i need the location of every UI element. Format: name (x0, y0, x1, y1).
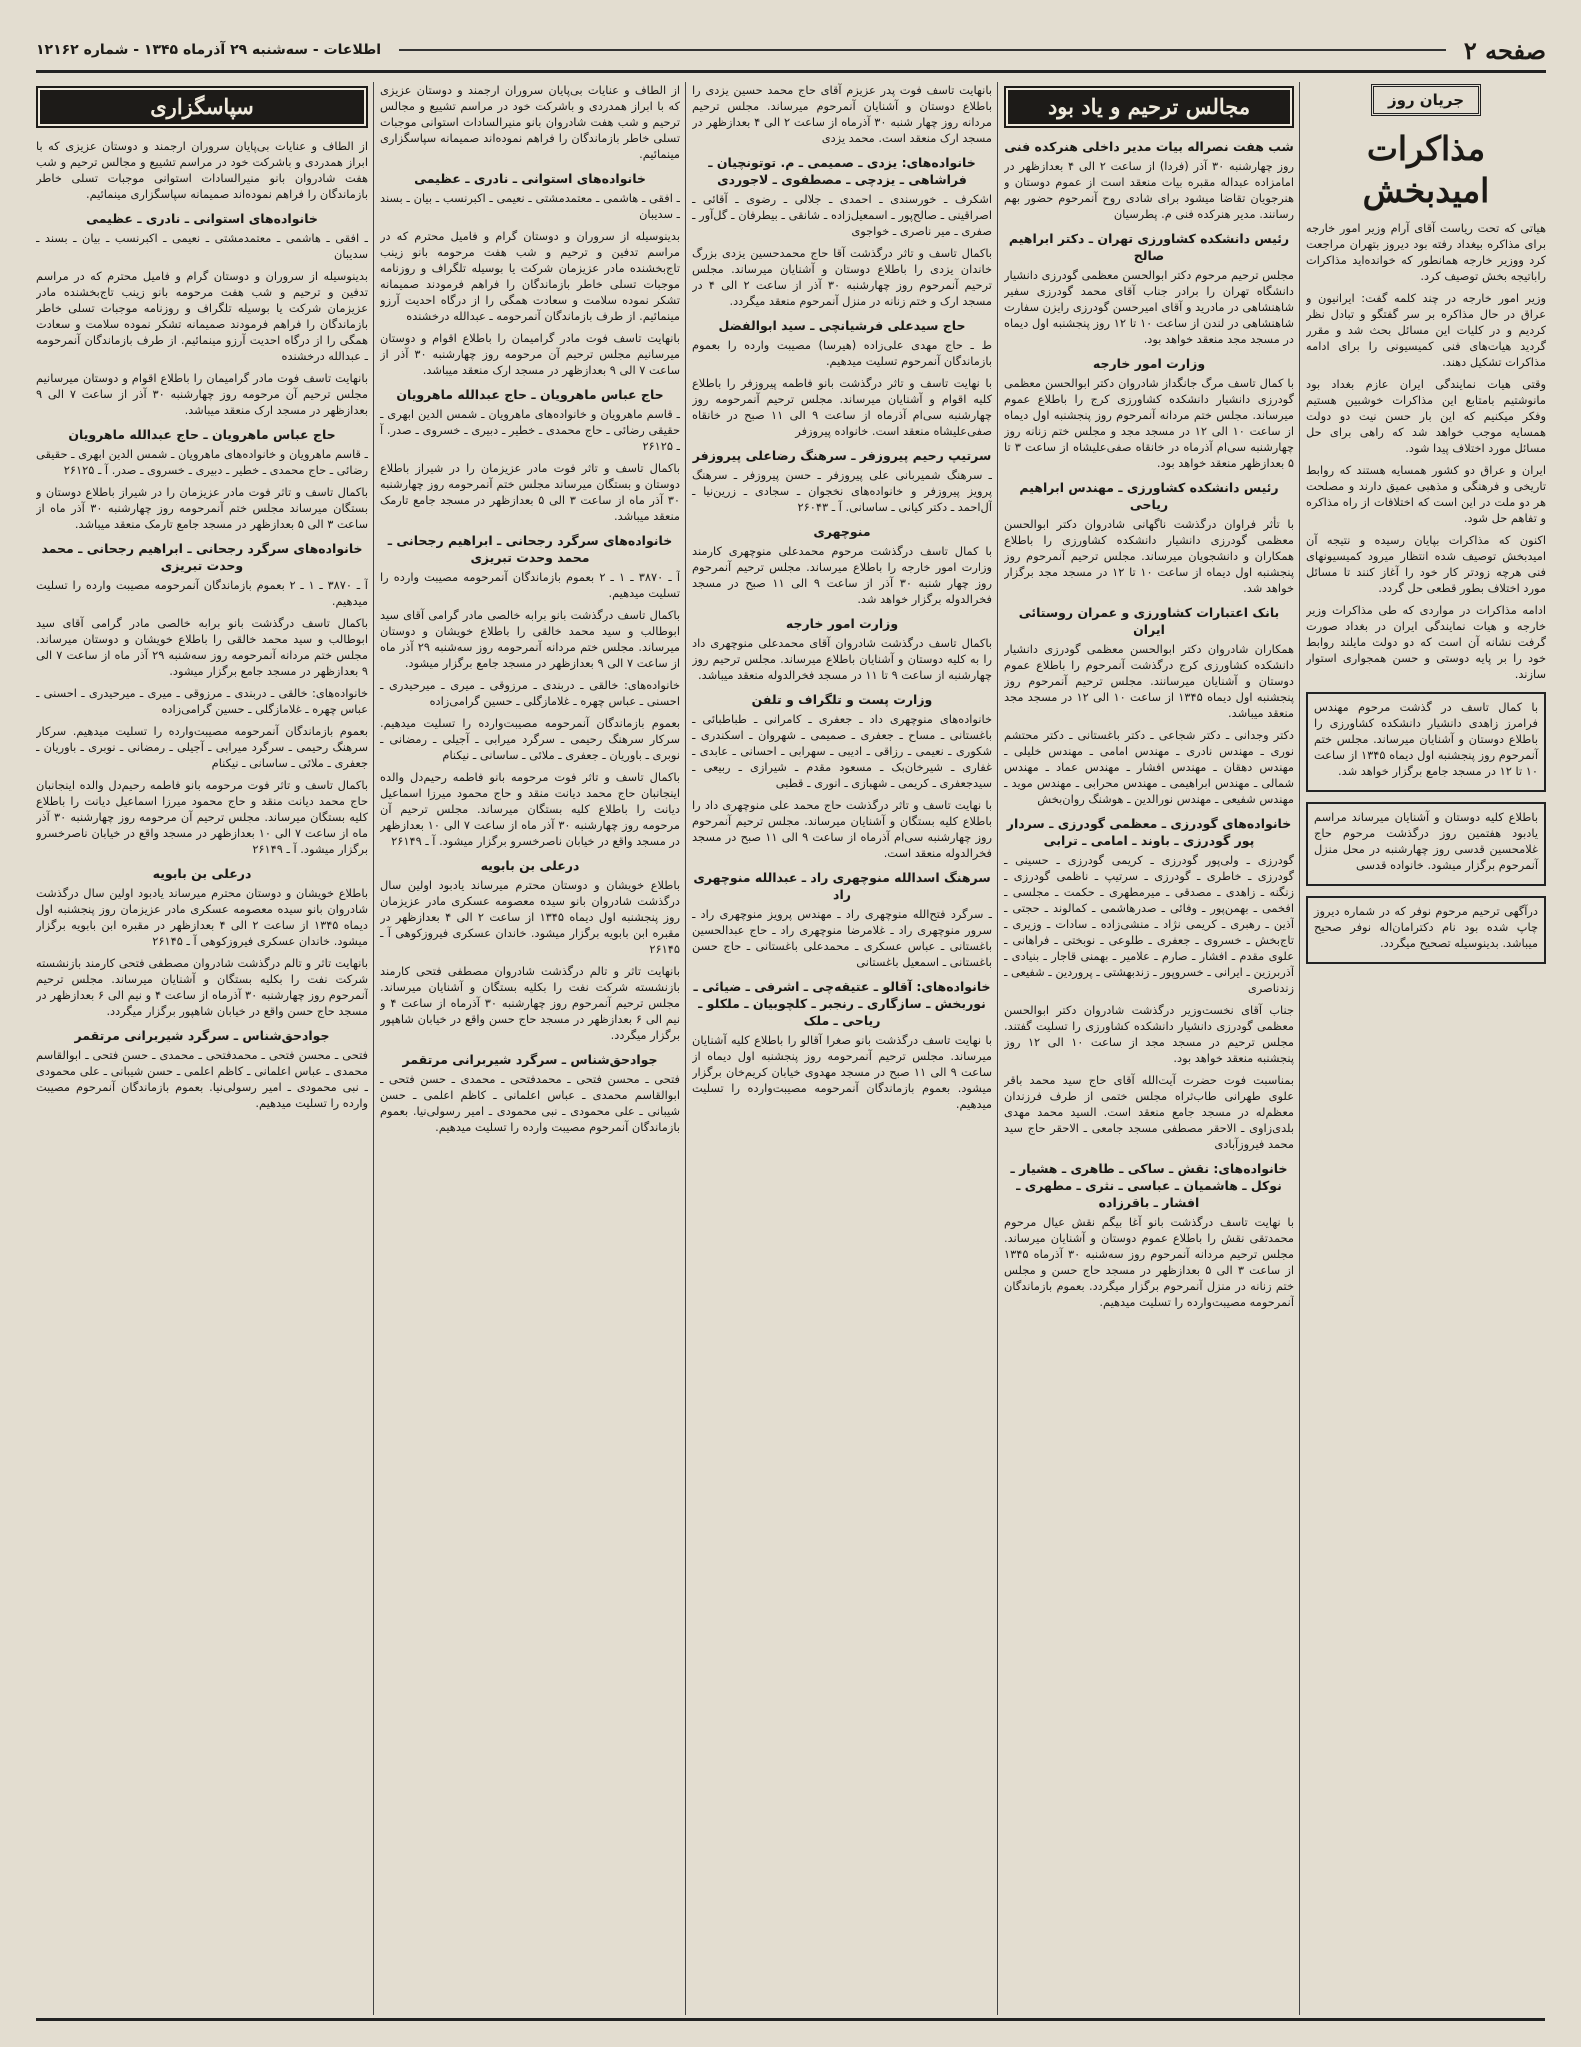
notice-body: ـ قاسم ماهرویان و خانواده‌های ماهرویان ـ شمس الدین ابهری ـ حقیقی رضائی ـ حاج محمدی ـ خطیر ـ دبیری ـ خسروی ـ صدر. آ ـ ۲۶۱۲۵ (36, 447, 368, 477)
notice-body: مجلس ترحیم مرحوم دکتر ابوالحسن معظمی گودرزی دانشیار دانشگاه تهران را برادر جناب آقای محمد گودرزی سفیر شاهنشاهی در مادرید و آقای امیرحسن گودرزی رایزن سفارت شاهنشاهی در لندن از ساعت ۱۰ تا ۱۲ روز پنجشنبه اول دیماه در مسجد مجد منعقد خواهد بود. (1004, 268, 1294, 346)
thanks-column (36, 82, 368, 2015)
notice-body: ـ قاسم ماهرویان و خانواده‌های ماهرویان ـ شمس الدین ابهری ـ حقیقی رضائی ـ حاج محمدی ـ خطیر ـ دبیری ـ خسروی ـ صدر. آ ـ ۲۶۱۲۵ (380, 407, 680, 453)
masthead-rule (399, 49, 1446, 51)
notice-body: اشکرف ـ خورسندی ـ احمدی ـ جلالی ـ رضوی ـ آقائی ـ اصراقینی ـ صالح‌پور ـ اسمعیل‌زاده ـ شانقی ـ بیطرفان ـ گل‌آور ـ صفری ـ میر ناصری ـ خواجوی (692, 192, 992, 238)
notice-body: خانواده‌های: خالقی ـ دربندی ـ مرزوقی ـ میری ـ میرحیدری ـ احسنی ـ عباس چهره ـ غلامازگلی ـ حسین گرامی‌زاده (380, 678, 680, 708)
notice-list (36, 138, 368, 1111)
notice-body: باطلاع خویشان و دوستان محترم میرساند یادبود اولین سال درگذشت شادروان بانو سیده معصومه عسکری مادر عزیزمان روز پنجشنبه اول دیماه ۱۳۴۵ از ساعت ۲ الی ۴ بعدازظهر در مقبره ابن بابویه برگزار میشود. خاندان عسکری فیروزکوهی آ ـ ۲۶۱۴۵ (380, 878, 680, 956)
notice-heading: سرتیپ رحیم پیروزفر ـ سرهنگ رضاعلی پیروزفر (692, 448, 992, 463)
notice-heading: خانواده‌های سرگرد رجحانی ـ ابراهیم رجحانی ـ محمد وحدت تبریزی (387, 533, 673, 565)
notice-body: باطلاع خویشان و دوستان محترم میرساند یادبود اولین سال درگذشت شادروان بانو سیده معصومه عسکری مادر عزیزمان روز پنجشنبه اول دیماه ۱۳۴۵ از ساعت ۲ الی ۴ بعدازظهر در مقبره ابن بابویه برگزار میشود. خاندان عسکری فیروزکوهی آ ـ ۲۶۱۴۵ (36, 886, 368, 948)
correction-box (1306, 896, 1546, 964)
notice-body: باکمال تاسف درگذشت بانو برابه خالصی مادر گرامی آقای سید ابوطالب و سید محمد خالقی را باطلاع خویشان و دوستان میرساند. مجلس ختم مردانه آنمرحومه روز سه‌شنبه ۲۹ آذر ماه از ساعت ۷ الی ۹ بعدازظهر در مسجد جامع برگزار میشود. (380, 608, 680, 670)
notice-heading: حاج سیدعلی فرشیانچی ـ سید ابوالفضل (718, 318, 966, 333)
notice-body: بدینوسیله از سروران و دوستان گرام و فامیل محترم که در مراسم تدفین و ترحیم و شب هفت مرحومه بانو زینب تاج‌بخشنده مادر عزیزمان شرکت یا بوسیله تلگراف و روزنامه موجبات تسلی خاطر بازماندگان را فراهم فرمودند صمیمانه تشکر نموده سلامت و سعادت همگی را از درگاه احدیت آرزو مینمائیم. از طرف بازماندگان آنمرحومه ـ عبدالله درخشنده (36, 269, 368, 363)
notice-body: ـ افقی ـ هاشمی ـ معتمدمشتی ـ نعیمی ـ اکبرنسب ـ بیان ـ بسند ـ سدیبان (36, 231, 368, 261)
editorial-paragraph: وقتی هیات نمایندگی ایران عازم بغداد بود مانوشتیم بامتابع این مذاکرات خوشبین هستیم وفکر میکنیم که این بار حسن نیت دو دولت همسایه موجب خواهد شد که راهی برای حل مسائل مورد اختلاف پیدا شود. (1306, 377, 1546, 455)
notice-body: بمناسبت فوت حضرت آیت‌الله آقای حاج سید محمد باقر علوی طهرانی طاب‌ثراه مجلس ختمی از طرف فرزندان معظم‌له در مسجد جامع منعقد است. السید محمد مهدی بلدی‌زاوی ـ الاحقر مصطفی مسجد جامعی ـ الاحقر حاج سید محمد فیروزآبادی (1004, 1073, 1294, 1151)
column-divider (373, 82, 374, 2015)
notice-body: گودرزی ـ ولی‌پور گودرزی ـ کریمی گودرزی ـ حسینی ـ گودرزی ـ خاطری ـ گودرزی ـ سرتیپ ـ ناظمی گودرزی ـ زنگنه ـ زاهدی ـ مصدقی ـ میرمطهری ـ حکمت ـ مجلسی ـ افخمی ـ بهمن‌پور ـ وفائی ـ صدرهاشمی ـ کمالوند ـ حجتی ـ آذین ـ رهبری ـ کریمی نژاد ـ منشی‌زاده ـ سادات ـ وزیری ـ تاج‌بخش ـ خسروی ـ جعفری ـ طلوعی ـ نوبختی ـ فراهانی ـ علوی مقدم ـ افشار ـ صارم ـ علامیر ـ بهمنی قاجار ـ بنیادی ـ آذربرزین ـ ایرانی ـ خسروپور ـ زندبهشتی ـ پروردین ـ شفیعی ـ زندناصری (1004, 853, 1294, 995)
newspaper-page (36, 30, 1546, 2015)
notice-heading: خانواده‌های: یزدی ـ صمیمی ـ م. توتونچیان ـ فراشاهی ـ یزدچی ـ مصطفوی ـ لاجوردی (708, 155, 976, 187)
notice-heading: وزارت امور خارجه (785, 616, 899, 631)
death-notice-box (1306, 692, 1546, 792)
editorial-paragraph: هیاتی که تحت ریاست آقای آرام وزیر امور خارجه برای مذاکره بیغداد رفته بود دیروز بتهران مراجعت کرد ووزیر خارجه همانطور که خوانده‌اید مذاکرات راباتیجه بخش توصیف کرد. (1306, 221, 1546, 283)
notice-body: با کمال تاسف درگذشت مرحوم محمدعلی منوچهری کارمند وزارت امور خارجه را باطلاع میرساند. مجلس ترحیم آنمرحوم روز چهار شنبه ۳۰ آذر از ساعت ۹ الی ۱۱ صبح در مسجد فخرالدوله برگزار خواهد شد. (692, 544, 992, 606)
notice-body: ـ سرگرد فتح‌الله منوچهری راد ـ مهندس پرویز منوچهری راد ـ سرور منوچهری راد ـ غلامرضا منوچهری راد ـ حاج عبدالحسین باغستانی ـ عباس عسکری ـ محمدعلی باغستانی ـ حاج حسن باغستانی ـ اسمعیل باغستانی (692, 907, 992, 969)
column-divider (1299, 82, 1300, 2015)
notice-body: باکمال تاسف و تاثر فوت مرحومه بانو فاطمه رحیم‌دل والده اینجانبان حاج محمد دیانت منقد و حاج محمود میرزا اسماعیل دیانت را باطلاع کلیه بستگان میرساند. مجلس ترحیم آن مرحومه روز چهارشنبه ۳۰ آذر ماه از ساعت ۷ الی ۱۰ بعدازظهر در مسجد واقع در خیابان ناصرخسرو برگزار میشود. آ ـ ۲۶۱۴۹ (380, 770, 680, 848)
notice-heading: رئیس دانشکده کشاورزی ـ مهندس ابراهیم ریاحی (1019, 480, 1279, 512)
notice-body: جناب آقای نخست‌وزیر درگذشت شادروان دکتر ابوالحسن معظمی گودرزی دانشیار دانشکده کشاورزی را تسلیت گفتند. مجلس ترحیم در مسجد مجد از ساعت ۱۰ الی ۱۲ روز پنجشنبه منعقد خواهد بود. (1004, 1003, 1294, 1065)
page-bottom-rule (36, 2018, 1545, 2021)
thanks-banner: سپاسگزاری (36, 86, 368, 128)
notice-body: آ ـ ۳۸۷۰ ـ ۱ ـ ۲ بعموم بازماندگان آنمرحومه مصیبت وارده را تسلیت میدهیم. (380, 570, 680, 600)
notice-heading: رئیس دانشکده کشاورزی تهران ـ دکتر ابراهیم صالح (1008, 231, 1290, 263)
notice-body: بانهایت تاثر و تالم درگذشت شادروان مصطفی فتحی کارمند بازنشسته شرکت نفت را بکلیه بستگان و آشنایان میرساند. مجلس ترحیم آنمرحوم روز چهارشنبه ۳۰ آذرماه از ساعت ۴ و نیم الی ۶ بعدازظهر در مسجد حاج حسن واقع در خیابان شاهپور برگزار میگردد. (380, 964, 680, 1042)
notice-heading: سرهنگ اسدالله منوچهری راد ـ عبدالله منوچهری راد (693, 870, 991, 902)
memorial-column-3 (380, 82, 680, 2015)
notice-heading: جوادحق‌شناس ـ سرگرد شیربرانی مرتقمر (74, 1028, 330, 1043)
column-divider (997, 82, 998, 2015)
notice-body: روز چهارشنبه ۳۰ آذر (فردا) از ساعت ۲ الی ۴ بعدازظهر در امامزاده عبداله مقبره بیات منعقد است از عموم دوستان و هنرجویان تقاضا میشود برای شادی روح آنمرحوم حضور بهم رسانند. مدیر هنرکده فنی م. پطرسیان (1004, 159, 1294, 221)
memorial-notice-box (1306, 802, 1546, 886)
notice-body: فتحی ـ محسن فتحی ـ محمدفتحی ـ محمدی ـ حسن فتحی ـ ابوالقاسم محمدی ـ عباس اعلمانی ـ کاظم اعلمی ـ حسن شیبانی ـ علی محمودی ـ نبی محمودی ـ امیر رسولی‌نیا. بعموم بازماندگان آنمرحوم مصیبت وارده را تسلیت میدهیم. (380, 1072, 680, 1134)
notice-heading: خانواده‌های گودرزی ـ معظمی گودرزی ـ سردار پور گودرزی ـ باوند ـ امامی ـ ترابی (1006, 816, 1292, 848)
notice-list (692, 82, 992, 1112)
notice-body: ـ افقی ـ هاشمی ـ معتمدمشتی ـ نعیمی ـ اکبرنسب ـ بیان ـ بسند ـ سدیبان (380, 191, 680, 221)
notice-body: خانواده‌های منوچهری داد ـ جعفری ـ کامرانی ـ طباطبائی ـ باغستانی ـ مساح ـ جعفری ـ صمیمی ـ شهروان ـ اسکندری ـ شکوری ـ نعیمی ـ رزاقی ـ ادیبی ـ سهرابی ـ احسانی ـ عابدی ـ غفاری ـ شیرخان‌بک ـ مسعود مقدم ـ شیرازی ـ ربیعی ـ سیدجعفری ـ کریمی ـ شهبازی ـ انوری ـ قطبی (692, 712, 992, 790)
death-notice: با کمال تاسف در گذشت مرحوم مهندس فرامرز زاهدی دانشیار دانشکده کشاورزی را باطلاع دوستان و آشنایان میرساند. مجلس ختم آنمرحوم روز پنجشنبه اول دیماه ۱۳۴۵ از ساعت ۱۰ تا ۱۲ در مسجد جامع برگزار خواهد شد. (1314, 700, 1538, 778)
notice-heading: خانواده‌های استوانی ـ نادری ـ عظیمی (86, 211, 318, 226)
notice-heading: وزارت امور خارجه (1092, 356, 1206, 371)
notice-body: با تأثر فراوان درگذشت ناگهانی شادروان دکتر ابوالحسن معظمی گودرزی دانشیار دانشکده کشاورزی را باطلاع همکاران و دانشجویان میرساند. مجلس ترحیم آنمرحوم روز پنجشنبه اول دیماه از ساعت ۱۰ تا ۱۲ در مسجد مجد برگزار خواهد شد. (1004, 517, 1294, 595)
memorial-column-1 (1004, 82, 1294, 2015)
notice-heading: وزارت پست و تلگراف و تلفن (751, 692, 933, 707)
notice-body: باکمال تاسف و تاثر فوت مادر عزیزمان را در شیراز باطلاع دوستان و بستگان میرساند مجلس ختم آنمرحومه روز چهارشنبه ۳۰ آذر ماه از ساعت ۳ الی ۵ بعدازظهر در مسجد جامع تارمک منعقد میباشد. (36, 485, 368, 531)
notice-body: از الطاف و عنایات بی‌پایان سروران ارجمند و دوستان عزیزی که با ابراز همدردی و باشرکت خود در مراسم تشییع و مجالس ترحیم و شب هفت شادروان بانو منیرالسادات استوانی موجبات تسلی خاطر بازماندگان را فراهم نموده‌اند صمیمانه سپاسگزاری مینمائیم. (380, 83, 680, 161)
notice-body: بانهایت تاسف فوت مادر گرامیمان را باطلاع اقوام و دوستان میرسانیم مجلس ترحیم آن مرحومه روز چهارشنبه ۳۰ آذر از ساعت ۷ الی ۹ بعدازظهر در مسجد ارک منعقد میباشد. (36, 371, 368, 417)
memorial-column-2 (692, 82, 992, 2015)
notice-heading: منوچهری (813, 524, 871, 539)
memorial-notice: باطلاع کلیه دوستان و آشنایان میرساند مراسم یادبود هفتمین روز درگذشت مرحوم حاج غلامحسین قدسی روز چهارشنبه در محل منزل آنمرحوم برگزار میشود. خانواده قدسی (1314, 810, 1538, 872)
notice-heading: حاج عباس ماهرویان ـ حاج عبدالله ماهرویان (68, 427, 336, 442)
section-banner: مجالس ترحیم و یاد بود (1004, 86, 1294, 128)
column-tag: جریان روز (1371, 84, 1481, 116)
notice-body: بعموم بازماندگان آنمرحومه مصیبت‌وارده را تسلیت میدهیم. سرکار سرهنگ رحیمی ـ سرگرد میرابی ـ آجیلی ـ رمضانی ـ نوبری ـ باوریان ـ جعفری ـ ملائی ـ ساسانی ـ نیکنام (380, 716, 680, 762)
notice-heading: خانواده‌های استوانی ـ نادری ـ عظیمی (414, 171, 646, 186)
notice-heading: درعلی بن بابویه (480, 858, 580, 873)
notice-body: ـ سرهنگ شمیربانی علی پیروزفر ـ حسن پیروزفر ـ سرهنگ پرویز پیروزفر و خانواده‌های نخجوان ـ سجادی ـ زرین‌نیا ـ آل‌احمد ـ دکتر کیانی ـ ساسانی. آ ـ ۲۶۰۴۳ (692, 468, 992, 514)
notice-body: باکمال تاسف و تاثر فوت مادر عزیزمان را در شیراز باطلاع دوستان و بستگان میرساند مجلس ختم آنمرحومه روز چهارشنبه ۳۰ آذر ماه از ساعت ۳ الی ۵ بعدازظهر در مسجد جامع تارمک منعقد میباشد. (380, 461, 680, 523)
dateline: اطلاعات - سه‌شنبه ۲۹ آذرماه ۱۳۴۵ - شماره ۱۲۱۶۲ (36, 42, 382, 58)
notice-heading: شب هفت نصراله بیات مدیر داخلی هنرکده فنی (1004, 139, 1294, 154)
notice-list (380, 82, 680, 1135)
notice-heading: خانواده‌های: آقالو ـ عتیقه‌چی ـ اشرفی ـ ضیائی ـ نوربخش ـ سازگاری ـ رنجبر ـ کلچوبیان ـ ملکلو ـ ریاحی ـ ملک (693, 979, 991, 1028)
correction-notice: درآگهی ترحیم مرحوم نوفر که در شماره دیروز چاپ شده بود نام دکترامان‌اله نوفر صحیح میباشد. بدینوسیله تصحیح میگردد. (1314, 904, 1538, 950)
notice-body: بعموم بازماندگان آنمرحومه مصیبت‌وارده را تسلیت میدهیم. سرکار سرهنگ رحیمی ـ سرگرد میرابی ـ آجیلی ـ رمضانی ـ نوبری ـ باوریان ـ جعفری ـ ملائی ـ ساسانی ـ نیکنام (36, 724, 368, 770)
notice-heading: جوادحق‌شناس ـ سرگرد شیربرانی مرتقمر (402, 1052, 658, 1067)
editorial-title: مذاکرات امیدبخش (1362, 129, 1490, 210)
notice-body: با نهایت تاسف درگذشت بانو آغا بیگم نقش عیال مرحوم محمدتقی نقش را باطلاع عموم دوستان و آشنایان میرساند. مجلس ترحیم مردانه آنمرحوم روز سه‌شنبه ۳۰ آذرماه ۱۳۴۵ از ساعت ۳ الی ۵ بعدازظهر در مسجد حاج حسن و مجلس ختم زنانه در منزل آنمرحوم برگزار میگردد. بعموم بازماندگان آنمرحومه مصیبت‌وارده را تسلیت میدهیم. (1004, 1215, 1294, 1309)
editorial-column (1306, 82, 1546, 2015)
page-label: صفحه ۲ (1463, 35, 1546, 65)
notice-body: با نهایت تاسف درگذشت بانو صغرا آقالو را باطلاع کلیه آشنایان میرساند. مجلس ترحیم آنمرحومه روز پنجشنبه اول دیماه از ساعت ۹ الی ۱۱ صبح در مسجد مهدوی خیابان کریم‌خان برگزار میشود. بعموم بازماندگان آنمرحومه مصیبت‌وارده را تسلیت میدهیم. (692, 1033, 992, 1111)
notice-heading: درعلی بن بابویه (152, 866, 252, 881)
notice-heading: خانواده‌های سرگرد رجحانی ـ ابراهیم رجحانی ـ محمد وحدت تبریزی (41, 541, 363, 573)
masthead (36, 30, 1546, 73)
notice-body: با کمال تاسف مرگ جانگداز شادروان دکتر ابوالحسن معظمی گودرزی دانشیار دانشکده کشاورزی کرج را باطلاع عموم میرساند. مجلس ختم مردانه آنمرحوم روز پنجشنبه اول دیماه از ساعت ۱۰ الی ۱۲ در مسجد مجد و مجلس ختم زنانه روز چهارشنبه سی‌ام آذرماه در خانقاه صفی‌علیشاه از ساعت ۳ تا ۵ بعدازظهر منعقد خواهد بود. (1004, 376, 1294, 470)
notice-body: همکاران شادروان دکتر ابوالحسن معظمی گودرزی دانشیار دانشکده کشاورزی کرج درگذشت آنمرحوم را باطلاع عموم دوستان و آشنایان میرسانند. مجلس ترحیم آنمرحوم روز پنجشنبه اول دیماه ۱۳۴۵ از ساعت ۱۰ الی ۱۲ در مسجد مجد منعقد میباشد. (1004, 642, 1294, 720)
notice-body: فتحی ـ محسن فتحی ـ محمدفتحی ـ محمدی ـ حسن فتحی ـ ابوالقاسم محمدی ـ عباس اعلمانی ـ کاظم اعلمی ـ حسن شیبانی ـ علی محمودی ـ نبی محمودی ـ امیر رسولی‌نیا. بعموم بازماندگان آنمرحوم مصیبت وارده را تسلیت میدهیم. (36, 1048, 368, 1110)
notice-heading: حاج عباس ماهرویان ـ حاج عبدالله ماهرویان (396, 387, 664, 402)
notice-body: دکتر وجدانی ـ دکتر شجاعی ـ دکتر باغستانی ـ دکتر محتشم نوری ـ مهندس نادری ـ مهندس امامی ـ مهندس خلیلی ـ مهندس دهقان ـ مهندس افشار ـ مهندس عماد ـ مهندس شمالی ـ مهندس ابراهیمی ـ مهندس محرابی ـ مهندس موید ـ مهندس شفیعی ـ مهندس نورالدین ـ هوشنگ روان‌بخش (1004, 728, 1294, 806)
notice-body: خانواده‌های: خالقی ـ دربندی ـ مرزوقی ـ میری ـ میرحیدری ـ احسنی ـ عباس چهره ـ غلامازگلی ـ حسین گرامی‌زاده (36, 686, 368, 716)
notice-body: با نهایت تاسف و تاثر درگذشت بانو فاطمه پیروزفر را باطلاع کلیه اقوام و آشنایان میرساند. مجلس ترحیم آنمرحومه روز چهارشنبه سی‌ام آذرماه از ساعت ۹ الی ۱۱ صبح در خانقاه صفی‌علیشاه منعقد است. خانواده پیروزفر (692, 376, 992, 438)
notice-body: باکمال تاسف درگذشت شادروان آقای محمدعلی منوچهری داد را به کلیه دوستان و آشنایان باطلاع میرساند. مجلس ترحیم روز چهارشنبه از ساعت ۹ تا ۱۱ در مسجد فخرالدوله منعقد میباشد. (692, 636, 992, 682)
editorial-paragraph: اکنون که مذاکرات بپایان رسیده و نتیجه آن امیدبخش توصیف شده انتظار میرود کمیسیونهای فنی هرچه زودتر کار خود را آغاز کنند تا مسائل مورد اختلاف بطور قطعی حل گردد. (1306, 533, 1546, 595)
notice-body: بانهایت تاسف فوت مادر گرامیمان را باطلاع اقوام و دوستان میرسانیم مجلس ترحیم آن مرحومه روز چهارشنبه ۳۰ آذر از ساعت ۷ الی ۹ بعدازظهر در مسجد ارک منعقد میباشد. (380, 331, 680, 377)
notice-heading: خانواده‌های: نقش ـ ساکی ـ طاهری ـ هشیار ـ نوکل ـ هاشمیان ـ عباسی ـ نثری ـ مطهری ـ افشار ـ باقرزاده (1010, 1161, 1288, 1210)
notice-body: آ ـ ۳۸۷۰ ـ ۱ ـ ۲ بعموم بازماندگان آنمرحومه مصیبت وارده را تسلیت میدهیم. (36, 578, 368, 608)
notice-body: بانهایت تاثر و تالم درگذشت شادروان مصطفی فتحی کارمند بازنشسته شرکت نفت را بکلیه بستگان و آشنایان میرساند. مجلس ترحیم آنمرحوم روز چهارشنبه ۳۰ آذرماه از ساعت ۴ و نیم الی ۶ بعدازظهر در مسجد حاج حسن واقع در خیابان شاهپور برگزار میگردد. (36, 956, 368, 1018)
notice-body: بدینوسیله از سروران و دوستان گرام و فامیل محترم که در مراسم تدفین و ترحیم و شب هفت مرحومه بانو زینب تاج‌بخشنده مادر عزیزمان شرکت یا بوسیله تلگراف و روزنامه موجبات تسلی خاطر بازماندگان را فراهم فرمودند صمیمانه تشکر نموده سلامت و سعادت همگی را از درگاه احدیت آرزو مینمائیم. از طرف بازماندگان آنمرحومه ـ عبدالله درخشنده (380, 229, 680, 323)
notice-body: با نهایت تاسف و تاثر درگذشت حاج محمد علی منوچهری داد را باطلاع کلیه بستگان و آشنایان میرساند. مجلس ترحیم آنمرحوم روز چهارشنبه سی‌ام آذرماه از ساعت ۹ الی ۱۱ صبح در مسجد فخرالدوله منعقد است. (692, 798, 992, 860)
notice-heading: بانک اعتبارات کشاورزی و عمران روستائی ایران (1018, 605, 1280, 637)
notice-body: باکمال تاسف و تاثر فوت مرحومه بانو فاطمه رحیم‌دل والده اینجانبان حاج محمد دیانت منقد و حاج محمود میرزا اسماعیل دیانت را باطلاع کلیه بستگان میرساند. مجلس ترحیم آن مرحومه روز چهارشنبه ۳۰ آذر ماه از ساعت ۷ الی ۱۰ بعدازظهر در مسجد واقع در خیابان ناصرخسرو برگزار میشود. آ ـ ۲۶۱۴۹ (36, 778, 368, 856)
notice-body: باکمال تاسف درگذشت بانو برابه خالصی مادر گرامی آقای سید ابوطالب و سید محمد خالقی را باطلاع خویشان و دوستان میرساند. مجلس ختم مردانه آنمرحومه روز سه‌شنبه ۲۹ آذر ماه از ساعت ۷ الی ۹ بعدازظهر در مسجد جامع برگزار میشود. (36, 616, 368, 678)
notice-body: ط ـ حاج مهدی علی‌زاده (هیرسا) مصیبت وارده را بعموم بازماندگان آنمرحوم تسلیت میدهیم. (692, 338, 992, 368)
notice-body: باکمال تاسف و تاثر درگذشت آقا حاج محمدحسین یزدی بزرگ خاندان یزدی را باطلاع دوستان و آشنایان میرساند. مجلس ترحیم آنمرحوم روز چهارشنبه ۳۰ آذر از ساعت ۲ الی ۴ در مسجد ارک و ختم زنانه در منزل آنمرحوم منعقد میگردد. (692, 246, 992, 308)
notice-body: از الطاف و عنایات بی‌پایان سروران ارجمند و دوستان عزیزی که با ابراز همدردی و باشرکت خود در مراسم تشییع و مجالس ترحیم و شب هفت شادروان بانو منیرالسادات استوانی موجبات تسلی خاطر بازماندگان را فراهم نموده‌اند صمیمانه سپاسگزاری مینمائیم. (36, 139, 368, 201)
editorial-paragraph: ایران و عراق دو کشور همسایه هستند که روابط تاریخی و فرهنگی و مذهبی عمیق دارند و مصلحت هر دو ملت در این است که اختلافات از راه مذاکره و تفاهم حل شود. (1306, 463, 1546, 525)
editorial-paragraph: وزیر امور خارجه در چند کلمه گفت: ایرانیون و عراق در حال مذاکره بر سر گفتگو و تبادل نظر کردیم و در کلیات این مسائل بحث شد و مقرر گردید هیات‌های فنی کمیسیونی را برای ادامه مذاکرات تشکیل دهند. (1306, 291, 1546, 369)
editorial-paragraph: ادامه مذاکرات در مواردی که طی مذاکرات وزیر خارجه و هیات نمایندگی ایران در بغداد صورت گرفت نشانه آن است که دو دولت مایلند روابط خود را بر پایه دوستی و حسن همجواری استوار سازند. (1306, 603, 1546, 681)
notice-list (1004, 138, 1294, 1310)
column-divider (685, 82, 686, 2015)
notice-body: بانهایت تاسف فوت پدر عزیزم آقای حاج محمد حسین یزدی را باطلاع دوستان و آشنایان آنمرحوم میرساند. مجلس ترحیم مردانه روز چهار شنبه ۳۰ آذرماه از ساعت ۲ الی ۴ بعدازظهر در مسجد ارک منعقد است. محمد یزدی (692, 83, 992, 145)
